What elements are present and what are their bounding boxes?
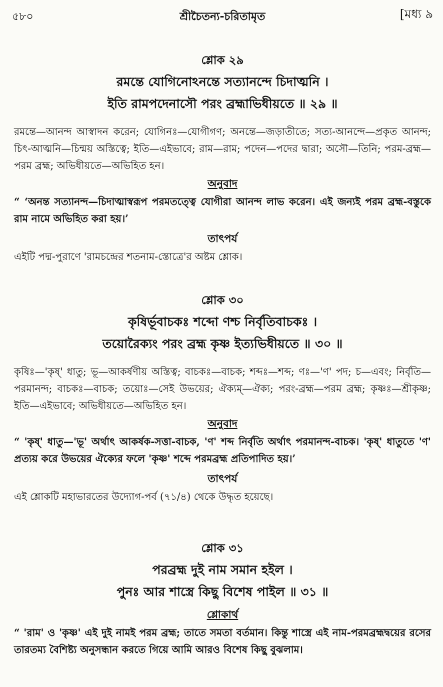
verse-heading: শ্লোক ২৯: [201, 53, 244, 67]
verse-31: [14, 540, 431, 659]
translation-label: শ্লোকার্থ: [206, 609, 239, 621]
verse-translation: “ 'কৃষ্' ধাতু—'ভূ' অর্থাৎ আকর্ষক-সত্তা-বাচক, 'ণ' শব্দ নির্বৃতি অর্থাৎ পরমানন্দ-বাচক। 'কৃষ্' ধাতুতে 'ণ' প্রত্যয় করে উভয়ের ঐক্যের ফলে 'কৃষ্ণ' শব্দে পরমব্রহ্ম প্রতিপাদিত হয়।’: [14, 437, 431, 465]
translation-label: অনুবাদ: [207, 178, 238, 190]
purport-label: তাৎপর্য: [207, 473, 238, 485]
verse-29: [14, 52, 431, 266]
purport-text: এই শ্লোকটি মহাভারতের উদ্যোগ-পর্ব (৭১/৪) থেকে উদ্ধৃত হয়েছে।: [14, 492, 274, 503]
translation-label: অনুবাদ: [207, 418, 238, 430]
verse-heading: শ্লোক ৩১: [201, 541, 244, 555]
verse-line-1: পরব্রহ্ম দুই নাম সমান হইল ।: [152, 562, 293, 577]
purport-label: তাৎপর্য: [207, 233, 238, 245]
page-number: ৫৮০: [12, 10, 34, 23]
verse-line-2: তয়োরৈক্যং পরং ব্রহ্ম কৃষ্ণ ইত্যভিধীয়তে ॥ ৩০ ॥: [102, 336, 343, 351]
verse-line-2: পুনঃ আর শাস্ত্রে কিছু বিশেষ পাইল ॥ ৩১ ॥: [116, 584, 329, 599]
verse-line-2: ইতি রামপদেনাসৌ পরং ব্রহ্মাভিধীয়তে ॥ ২৯ ॥: [107, 96, 338, 111]
purport-text: এইটি পদ্ম-পুরাণে 'রামচন্দ্রের শতনাম-স্তোত্রে'র অষ্টম শ্লোক।: [14, 252, 243, 263]
word-synonyms: রমন্তে—আনন্দ আস্বাদন করেন; যোগিনঃ—যোগীগণ; অনন্তে—জড়াতীতে; সত্য-আনন্দে—প্রকৃত আনন্দ; চিৎ-আত্মনি—চিন্ময় অস্তিত্বে; ইতি—এইভাবে; রাম—রাম; পদেন—পদের দ্বারা; অসৌ—তিনি; পরম-ব্রহ্ম—পরম ব্রহ্ম; অভিধীয়তে—অভিহিত হন।: [14, 127, 431, 172]
book-title: শ্রীচৈতন্য-চরিতামৃত: [179, 10, 266, 23]
verse-line-1: রমন্তে যোগিনোঽনন্তে সত্যানন্দে চিদাত্মনি ।: [116, 74, 329, 89]
verse-line-1: কৃষির্ভূবাচকঃ শব্দো ণশ্চ নির্বৃতিবাচকঃ ।: [127, 314, 318, 329]
word-synonyms: কৃষিঃ—'কৃষ্' ধাতু; ভূ—আকর্ষণীয় অস্তিত্ব; বাচকঃ—বাচক; শব্দঃ—শব্দ; ণঃ—'ণ' পদ; চ—এবং; নির্বৃতি—পরমানন্দ; বাচকঃ—বাচক; তয়োঃ—সেই উভয়ের; ঐক্যম্—ঐক্য; পরং-ব্রহ্ম—পরম ব্রহ্ম; কৃষ্ণঃ—শ্রীকৃষ্ণ; ইতি—এইভাবে; অভিধীয়তে—অভিহিত হন।: [14, 367, 431, 412]
verse-translation: “ ‘অনন্ত সত্যানন্দ—চিদাত্মাস্বরূপ পরমতত্ত্বে যোগীরা আনন্দ লাভ করেন। এই জন্যই পরম ব্রহ্ম-বস্তুকে রাম নামে অভিহিত করা হয়।’: [14, 197, 431, 225]
verse-translation: “ 'রাম' ও 'কৃষ্ণ' এই দুই নামই পরম ব্রহ্ম; তাতে সমতা বর্তমান। কিন্তু শাস্ত্রে এই নাম-পরমব্রহ্মদ্বয়ের রসের তারতম্য বৈশিষ্ট্য অনুসন্ধান করতে গিয়ে আমি আরও বিশেষ কিছু বুঝলাম।: [14, 628, 431, 656]
section-label: [মধ্য ৯: [399, 7, 433, 21]
verse-30: [14, 292, 431, 506]
verse-heading: শ্লোক ৩০: [201, 293, 244, 307]
page-header: [12, 4, 433, 26]
